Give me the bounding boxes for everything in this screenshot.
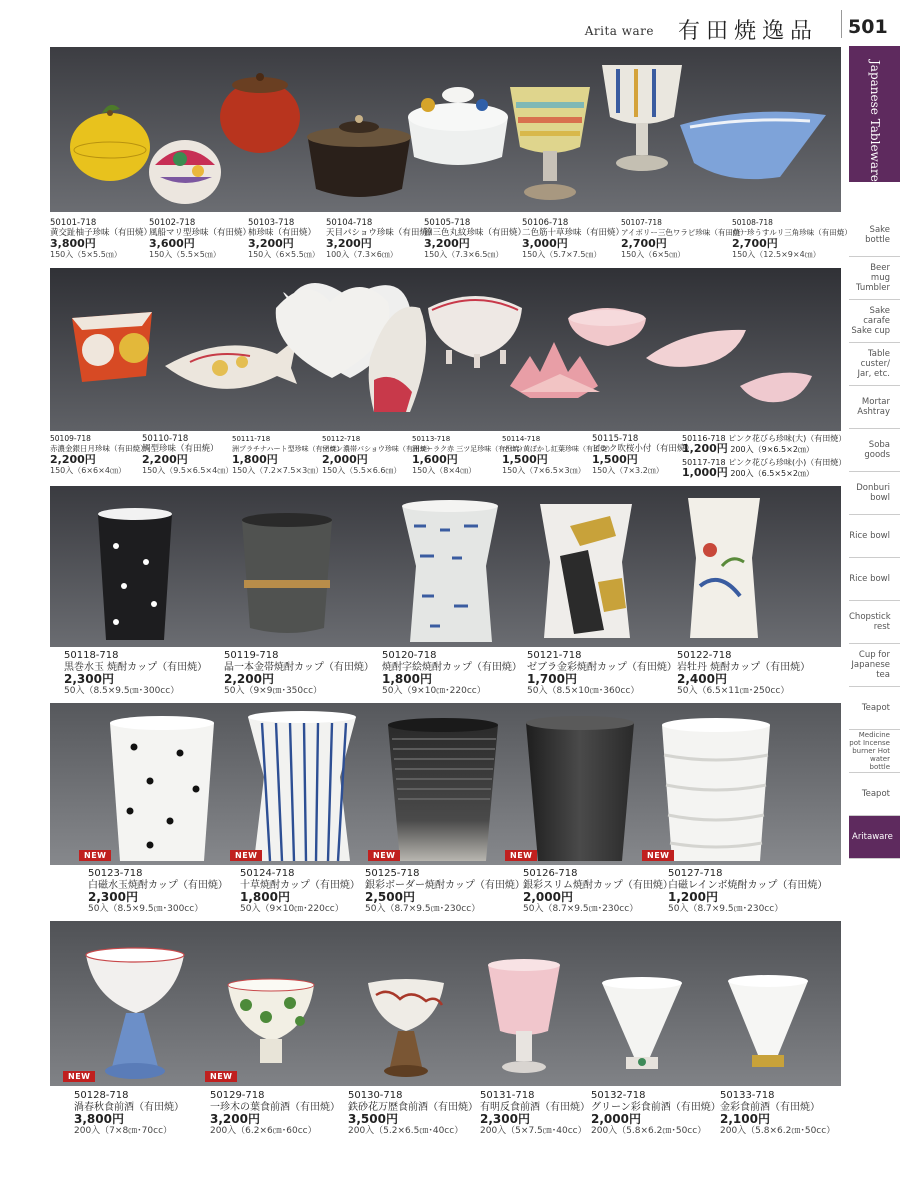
product-50109[interactable]: 50109-718 赤濃金銀日月珍味（有田焼） 2,200円 150入（6×6×4㎝） <box>50 434 148 475</box>
new-badge-50123: NEW <box>79 850 111 861</box>
product-50109-image <box>72 312 152 382</box>
product-50126[interactable]: 50126-718 銀彩スリム焼酎カップ（有田焼） 2,000円 50入（8.7×9.5㎝･230cc） <box>523 868 673 914</box>
new-badge-50124: NEW <box>230 850 262 861</box>
product-50125[interactable]: 50125-718 銀彩ボーダー焼酎カップ（有田焼） 2,500円 50入（8.7×9.5㎝･230cc） <box>365 868 525 914</box>
product-50106[interactable]: 50106-718 二色筋十草珍味（有田焼） 3,000円 150入（5.7×7.5㎝） <box>522 218 625 259</box>
tab-teapot-1[interactable]: Teapot <box>849 687 900 730</box>
product-50132[interactable]: 50132-718 グリーン彩食前酒（有田焼） 2,000円 200入（5.8×6.2㎝･50cc） <box>591 1090 721 1136</box>
product-50118-image <box>98 508 172 640</box>
product-50103-image <box>220 73 300 153</box>
captions-row-4 <box>50 868 841 916</box>
tab-teapot-2[interactable]: Teapot <box>849 773 900 816</box>
tab-beer-mug[interactable]: Beer mug Tumbler <box>849 257 900 300</box>
tab-rice-bowl-1[interactable]: Rice bowl <box>849 515 900 558</box>
category-tabs <box>849 214 900 859</box>
product-50116[interactable]: 50116-718 ピンク花びら珍味(大)（有田焼） 1,200円 200入（9×6.5×2㎝） <box>682 434 847 455</box>
product-50101[interactable]: 50101-718 黄交趾柚子珍味（有田焼） 3,800円 150入（5×5.5㎝） <box>50 218 153 259</box>
product-50117[interactable]: 50117-718 ピンク花びら珍味(小)（有田焼） 1,000円 200入（6.5×5×2㎝） <box>682 458 847 479</box>
header-jp-title: 有田焼逸品 <box>677 19 818 44</box>
tab-soba-goods[interactable]: Soba goods <box>849 429 900 472</box>
captions-row-1 <box>50 218 852 264</box>
product-50119-image <box>242 513 332 633</box>
product-50102-image <box>149 140 221 204</box>
product-50107[interactable]: 50107-718 アイボリー三色ワラビ珍味（有田焼） 2,700円 150入（6×5㎝） <box>621 218 748 259</box>
product-50111[interactable]: 50111-718 洲プラチナハート型珍味（有田焼） 1,800円 150入（7.2×7.5×3㎝） <box>232 435 344 475</box>
tab-table-custer[interactable]: Table custer/ Jar, etc. <box>849 343 900 386</box>
product-50124[interactable]: 50124-718 十草焼酎カップ（有田焼） 1,800円 50入（9×10㎝･220cc） <box>240 868 360 914</box>
product-50127[interactable]: 50127-718 白磁レインボ焼酎カップ（有田焼） 1,200円 50入（8.7×9.5㎝･230cc） <box>668 868 828 914</box>
tab-chopstick-rest[interactable]: Chopstick rest <box>849 601 900 644</box>
product-50105[interactable]: 50105-718 錦三色丸紋珍味（有田焼） 3,200円 150入（7.3×6.5㎝） <box>424 218 527 259</box>
tab-medicine-pot[interactable]: Medicine pot Incense burner Hot water bottle <box>849 730 900 773</box>
product-50108[interactable]: 50108-718 白一珍うすルリ三角珍味（有田焼） 2,700円 150入（12.5×9×4㎝） <box>732 218 852 259</box>
tab-sake-carafe[interactable]: Sake carafe Sake cup <box>849 300 900 343</box>
product-50123[interactable]: 50123-718 白磁水玉焼酎カップ（有田焼） 2,300円 50入（8.5×9.5㎝･300cc） <box>88 868 228 914</box>
product-50125-image <box>388 718 498 861</box>
product-50115[interactable]: 50115-718 ピンク吹桜小付（有田焼） 1,500円 150入（7×3.2㎝） <box>592 434 694 475</box>
product-50120[interactable]: 50120-718 焼酎字絵焼酎カップ（有田焼） 1,800円 50入（9×10㎝･220cc） <box>382 650 522 696</box>
tab-sake-bottle[interactable]: Sake bottle <box>849 214 900 257</box>
photo-row-3 <box>50 486 841 647</box>
tab-mortar[interactable]: Mortar Ashtray <box>849 386 900 429</box>
tab-rice-bowl-2[interactable]: Rice bowl <box>849 558 900 601</box>
product-50131[interactable]: 50131-718 有明反食前酒（有田焼） 2,300円 200入（5×7.5㎝･40cc） <box>480 1090 590 1136</box>
product-50103[interactable]: 50103-718 柿珍味（有田焼） 3,200円 150入（6×5.5㎝） <box>248 218 320 259</box>
product-50121-image <box>540 504 632 638</box>
photo-row-1 <box>50 47 841 212</box>
photo-row-2 <box>50 268 841 431</box>
photo-row-4 <box>50 703 841 865</box>
product-50104[interactable]: 50104-718 天目パショウ珍味（有田焼） 3,200円 100入（7.3×6㎝） <box>326 218 437 259</box>
captions-row-2 <box>50 434 847 482</box>
product-50130[interactable]: 50130-718 鉄砂花万歴食前酒（有田焼） 3,500円 200入（5.2×6.5㎝･40cc） <box>348 1090 478 1136</box>
product-50112[interactable]: 50112-718 マロン濃帯パショウ珍味（有田焼） 2,000円 150入（5.5×6.6㎝） <box>322 435 434 475</box>
new-badge-50127: NEW <box>642 850 674 861</box>
tab-cup-tea[interactable]: Cup for Japanese tea <box>849 644 900 687</box>
product-50119[interactable]: 50119-718 晶一本金帯焼酎カップ（有田焼） 2,200円 50入（9×9㎝･350cc） <box>224 650 374 696</box>
new-badge-50129: NEW <box>205 1071 237 1082</box>
product-50120-image <box>402 500 498 642</box>
product-50126-image <box>526 716 634 861</box>
captions-row-3 <box>50 650 841 698</box>
captions-row-5 <box>50 1090 841 1138</box>
product-50128[interactable]: 50128-718 渦春秋食前酒（有田焼） 3,800円 200入（7×8㎝･70cc） <box>74 1090 184 1136</box>
side-section-text: Japanese Tableware <box>868 60 882 182</box>
product-50102[interactable]: 50102-718 風船マリ型珍味（有田焼） 3,600円 150入（5.5×5㎝） <box>149 218 252 259</box>
product-50118[interactable]: 50118-718 黒巻水玉 焼酎カップ（有田焼） 2,300円 50入（8.5×9.5㎝･300cc） <box>64 650 208 696</box>
tab-donburi[interactable]: Donburi bowl <box>849 472 900 515</box>
product-50133[interactable]: 50133-718 金彩食前酒（有田焼） 2,100円 200入（5.8×6.2㎝･50cc） <box>720 1090 836 1136</box>
side-section-label[interactable] <box>849 46 900 182</box>
product-50122-image <box>688 498 760 638</box>
header-divider <box>841 10 842 38</box>
photo-row-5 <box>50 921 841 1086</box>
header-en-title: Arita ware <box>584 24 654 38</box>
product-50121[interactable]: 50121-718 ゼブラ金彩焼酎カップ（有田焼） 1,700円 50入（8.5×10㎝･360cc） <box>527 650 677 696</box>
product-50122[interactable]: 50122-718 岩牡丹 焼酎カップ（有田焼） 2,400円 50入（6.5×11㎝･250cc） <box>677 650 811 696</box>
page-number: 501 <box>848 16 888 38</box>
product-50124-image <box>248 711 356 861</box>
product-50113[interactable]: 50113-718 洲ヨーラク赤 三ツ足珍味（有田焼） 1,600円 150入（8×4㎝） <box>412 435 527 475</box>
product-50123-image <box>110 716 214 861</box>
new-badge-50125: NEW <box>368 850 400 861</box>
product-50129[interactable]: 50129-718 一珍木の葉食前酒（有田焼） 3,200円 200入（6.2×6㎝･60cc） <box>210 1090 340 1136</box>
product-50127-image <box>662 718 770 861</box>
product-50110[interactable]: 50110-718 鯛型珍味（有田焼） 2,200円 150入（9.5×6.5×4㎝） <box>142 434 234 475</box>
new-badge-50128: NEW <box>63 1071 95 1082</box>
page-header <box>0 0 900 46</box>
product-50114[interactable]: 50114-718 マロン黄ぼかし紅葉珍味（有田焼） 1,500円 150入（7×6.5×3㎝） <box>502 435 614 475</box>
new-badge-50126: NEW <box>505 850 537 861</box>
tab-aritaware[interactable]: Aritaware <box>849 816 900 859</box>
